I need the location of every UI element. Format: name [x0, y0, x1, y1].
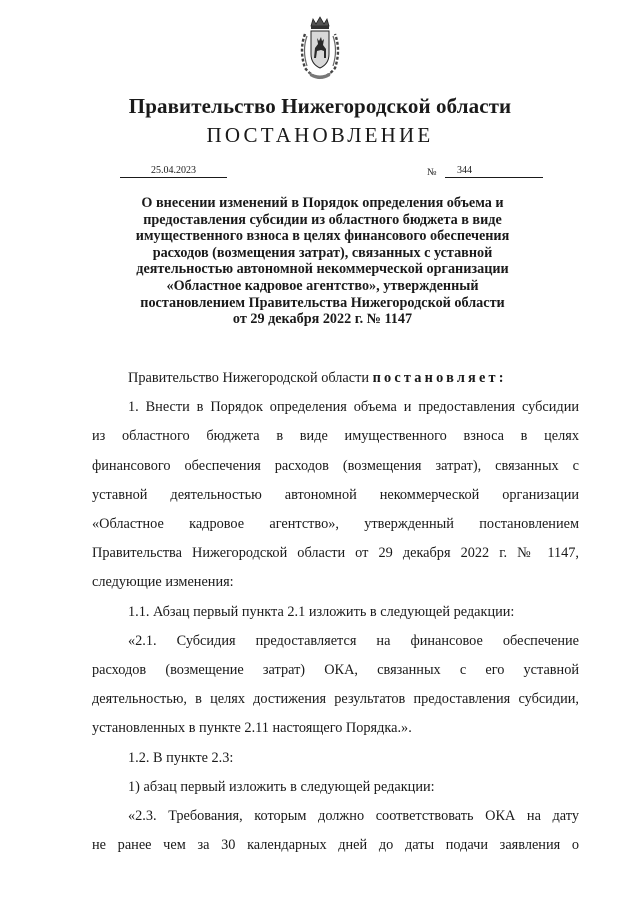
document-subject	[120, 195, 525, 328]
document-date: 25.04.2023	[120, 164, 227, 178]
paragraph-1-line: из областного бюджета в виде имущественного взноса в целях	[92, 428, 579, 445]
paragraph-2-1-line: деятельностью, в целях достижения результатов предоставления субсидии,	[92, 691, 579, 708]
government-title: Правительство Нижегородской области	[128, 94, 512, 118]
subject-line: от 29 декабря 2022 г. № 1147	[232, 311, 413, 328]
intro-verb: постановляет:	[372, 370, 507, 386]
paragraph-2-3-line: не ранее чем за 30 календарных дней до даты подачи заявления о	[92, 837, 579, 854]
subject-line: имущественного взноса в целях финансового обеспечения	[135, 228, 510, 245]
paragraph-1-line: следующие изменения:	[92, 574, 234, 591]
paragraph-1-line: финансового обеспечения расходов (возмещения затрат), связанных с	[92, 457, 579, 474]
subject-line: О внесении изменений в Порядок определения объема и	[141, 195, 504, 211]
paragraph-1-2: 1.2. В пункте 2.3:	[128, 749, 234, 766]
intro-paragraph	[92, 364, 579, 393]
paragraph-1-line: 1. Внести в Порядок определения объема и предоставления субсидии	[128, 399, 579, 416]
paragraph-1-line: Правительства Нижегородской области от 29 декабря 2022 г. № 1147,	[92, 545, 579, 562]
subject-line: расходов (возмещения затрат), связанных с уставной	[152, 244, 493, 261]
paragraph-2-1-line: установленных в пункте 2.11 настоящего Порядка.».	[92, 720, 412, 737]
paragraph-1-line: уставной деятельностью автономной некоммерческой организации	[92, 486, 579, 503]
document-type: ПОСТАНОВЛЕНИЕ	[206, 123, 434, 147]
document-body	[92, 364, 579, 860]
paragraph-2-1-line: «2.1. Субсидия предоставляется на финансовое обеспечение	[128, 632, 579, 649]
paragraph-1-1: 1.1. Абзац первый пункта 2.1 изложить в следующей редакции:	[128, 603, 515, 620]
intro-prefix: Правительство Нижегородской области	[128, 370, 373, 386]
document-number: 344	[445, 164, 543, 178]
subject-line: предоставления субсидии из областного бюджета в виде	[143, 211, 502, 228]
subject-line: деятельностью автономной некоммерческой организации	[136, 261, 509, 278]
number-label: №	[427, 167, 437, 178]
subject-line: постановлением Правительства Нижегородской области	[140, 294, 505, 311]
paragraph-2-3-line: «2.3. Требования, которым должно соответствовать ОКА на дату	[128, 808, 579, 825]
coat-of-arms-icon	[297, 16, 343, 82]
paragraph-1-line: «Областное кадровое агентство», утвержденный постановлением	[92, 516, 579, 533]
paragraph-2-1-line: расходов (возмещение затрат) ОКА, связанных с его уставной	[92, 662, 579, 679]
paragraph-1-2-item-1: 1) абзац первый изложить в следующей редакции:	[128, 778, 435, 795]
subject-line: «Областное кадровое агентство», утвержденный	[166, 277, 479, 294]
